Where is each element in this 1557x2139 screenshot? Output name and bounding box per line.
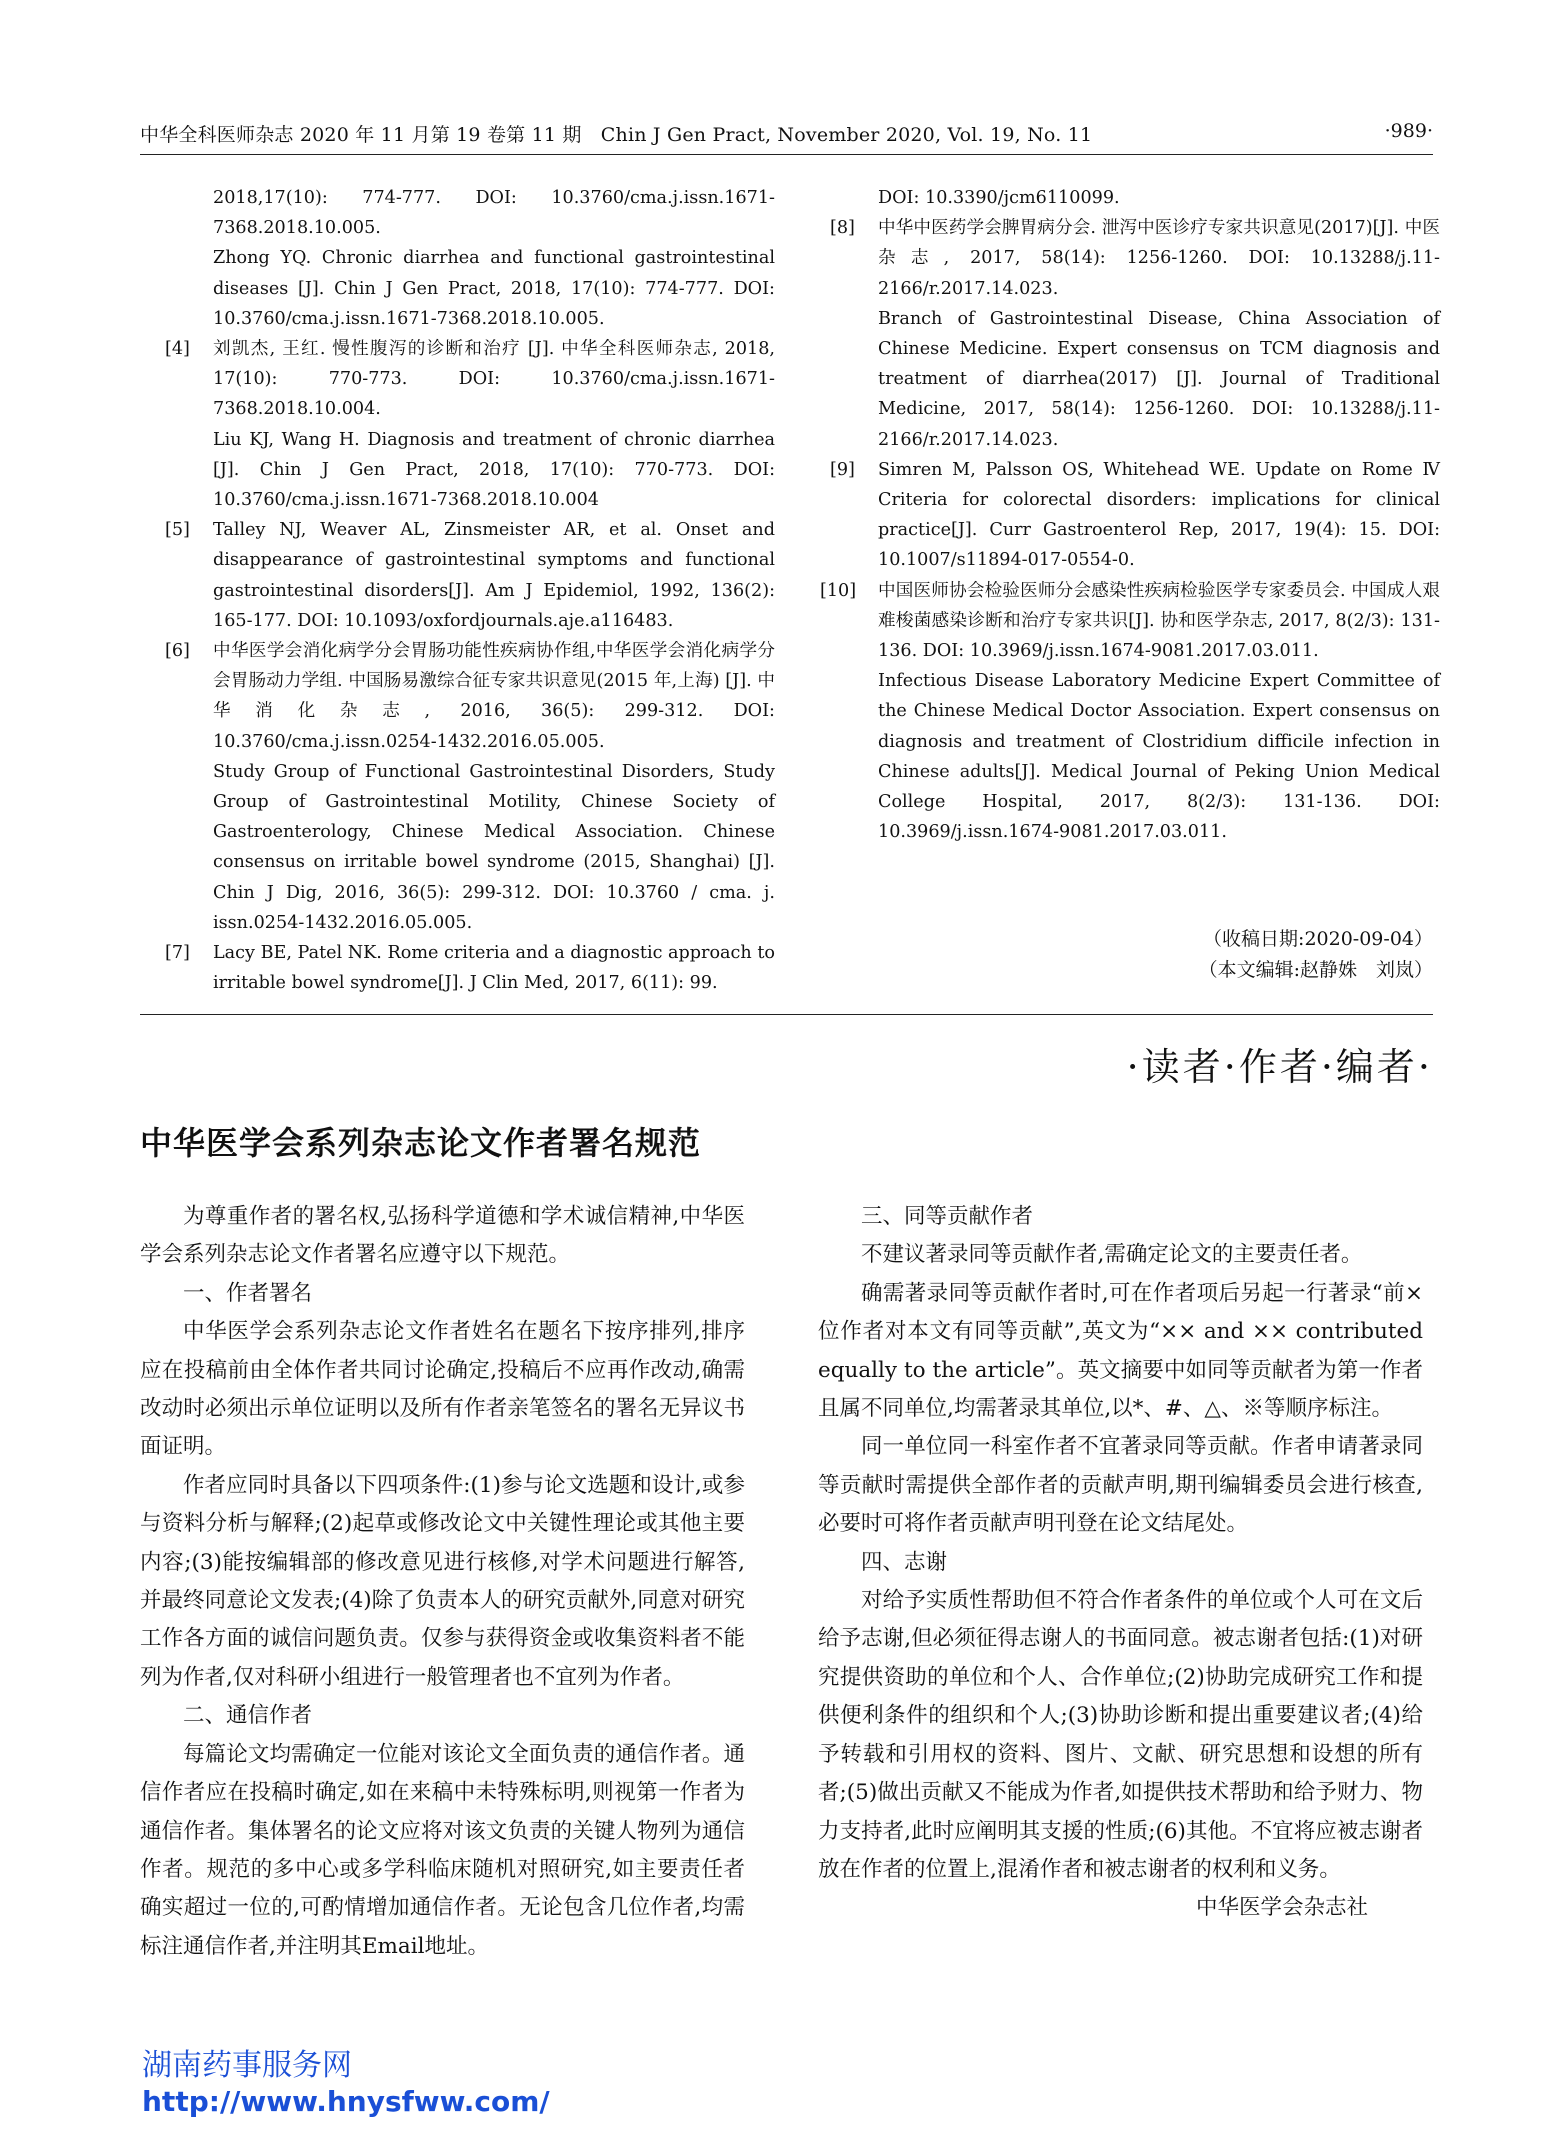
publisher-signature: 中华医学会杂志社 — [1195, 1895, 1368, 1921]
body-paragraph: 对给予实质性帮助但不符合作者条件的单位或个人可在文后给予志谢,但必须征得志谢人的书面同意。被志谢者包括:(1)对研究提供资助的单位和个人、合作单位;(2)协助完成研究工作和提供便利条件的组织和个人;(3)协助诊断和提出重要建议者;(4)给予转载和引用权的资料、图片、文献、研究思想和设想的所有者;(5)做出贡献又不能成为作者,如提供技术帮助和给予财力、物力支持者,此时应阐明其支援的性质;(6)其他。不宜将应被志谢者放在作者的位置上,混淆作者和被志谢者的权利和义务。 — [818, 1588, 1423, 1882]
page-number: ·989· — [1384, 120, 1433, 142]
article-title: 中华医学会系列杂志论文作者署名规范 — [140, 1124, 702, 1162]
watermark-url: http://www.hnysfww.com/ — [142, 2085, 550, 2118]
reference-entry — [830, 455, 1440, 576]
body-paragraph: 为尊重作者的署名权,弘扬科学道德和学术诚信精神,中华医学会系列杂志论文作者署名应遵守以下规范。 — [140, 1204, 745, 1268]
section-heading: 三、同等贡献作者 — [861, 1204, 1034, 1229]
reference-english: Study Group of Functional Gastrointestinal Disorders, Study Group of Gastrointestinal Motility, Chinese Society of Gastroenterology, Chinese Medical Association. Chinese consensus on irritable bowel syndrome (2015, Shanghai) [J]. Chin J Dig, 2016, 36(5): 299-312. DOI: 10.3760 / cma. j. issn.0254-1432.2016.05.005. — [213, 761, 775, 933]
watermark-site-name: 湖南药事服务网 — [142, 2048, 352, 2083]
article-editor: （本文编辑:赵静姝 刘岚） — [1198, 959, 1433, 981]
section-heading: 二、通信作者 — [183, 1703, 313, 1729]
reference-number: [9] — [830, 459, 855, 480]
reference-english: Infectious Disease Laboratory Medicine Expert Committee of the Chinese Medical Doctor Association. Expert consensus on diagnosis and treatment of Clostridium difficile infection in Chinese adults[J]. Medical Journal of Peking Union Medical College Hospital, 2017, 8(2/3): 131-136. DOI: 10.3969/j.issn.1674-9081.2017.03.011. — [878, 671, 1440, 843]
article-body-right — [818, 1198, 1423, 1928]
reference-entry — [165, 183, 775, 334]
reference-english: Lacy BE, Patel NK. Rome criteria and a diagnostic approach to irritable bowel syndrome[J]. J Clin Med, 2017, 6(11): 99. — [213, 943, 775, 994]
reference-entry — [820, 576, 1440, 848]
journal-citation: 中华全科医师杂志 2020 年 11 月第 19 卷第 11 期 Chin J Gen Pract, November 2020, Vol. 19, No. 11 — [140, 124, 1093, 146]
column-title: ·读者·作者·编者· — [1126, 1045, 1433, 1089]
reference-english: Talley NJ, Weaver AL, Zinsmeister AR, et al. Onset and disappearance of gastrointestinal symptoms and functional gastrointestinal disorders[J]. Am J Epidemiol, 1992, 136(2): 165-177. DOI: 10.1093/oxfordjournals.aje.a116483. — [213, 520, 775, 631]
body-paragraph: 不建议著录同等贡献作者,需确定论文的主要责任者。 — [861, 1242, 1363, 1268]
reference-number: [10] — [820, 580, 857, 601]
reference-english: Zhong YQ. Chronic diarrhea and functional gastrointestinal diseases [J]. Chin J Gen Pract, 2018, 17(10): 774-777. DOI: 10.3760/cma.j.issn.1671-7368.2018.10.005. — [213, 248, 775, 329]
references-right-column — [820, 183, 1440, 847]
reference-number: [8] — [830, 218, 855, 239]
received-info — [1199, 924, 1433, 986]
reference-number: [6] — [165, 641, 190, 662]
reference-entry — [165, 334, 775, 515]
references-left-column — [165, 183, 775, 998]
body-paragraph: 同一单位同一科室作者不宜著录同等贡献。作者申请著录同等贡献时需提供全部作者的贡献声明,期刊编辑委员会进行核查,必要时可将作者贡献声明刊登在论文结尾处。 — [818, 1434, 1423, 1537]
body-paragraph: 每篇论文均需确定一位能对该论文全面负责的通信作者。通信作者应在投稿时确定,如在来稿中未特殊标明,则视第一作者为通信作者。集体署名的论文应将对该文负责的关键人物列为通信作者。规范的多中心或多学科临床随机对照研究,如主要责任者确实超过一位的,可酌情增加通信作者。无论包含几位作者,均需标注通信作者,并注明其Email地址。 — [140, 1741, 745, 1959]
reference-entry — [165, 938, 775, 998]
article-body-left — [140, 1198, 745, 1966]
reference-chinese: 中国医师协会检验医师分会感染性疾病检验医学专家委员会. 中国成人艰难梭菌感染诊断和治疗专家共识[J]. 协和医学杂志, 2017, 8(2/3): 131-136. DOI: 10.3969/j.issn.1674-9081.2017.03.011. — [878, 580, 1440, 662]
section-heading: 一、作者署名 — [183, 1280, 313, 1306]
reference-entry — [165, 515, 775, 636]
running-header — [140, 118, 1433, 155]
reference-number: [4] — [165, 339, 190, 360]
reference-chinese: 刘凯杰, 王红. 慢性腹泻的诊断和治疗 [J]. 中华全科医师杂志, 2018, 17(10): 770-773. DOI: 10.3760/cma.j.issn.1671-7368.2018.10.004. — [213, 339, 775, 420]
reference-english: Simren M, Palsson OS, Whitehead WE. Update on Rome Ⅳ Criteria for colorectal disorders: implications for clinical practice[J]. Curr Gastroenterol Rep, 2017, 19(4): 15. DOI: 10.1007/s11894-017-0554-0. — [878, 459, 1440, 571]
body-paragraph: 作者应同时具备以下四项条件:(1)参与论文选题和设计,或参与资料分析与解释;(2)起草或修改论文中关键性理论或其他主要内容;(3)能按编辑部的修改意见进行核修,对学术问题进行解答,并最终同意论文发表;(4)除了负责本人的研究贡献外,同意对研究工作各方面的诚信问题负责。仅参与获得资金或收集资料者不能列为作者,仅对科研小组进行一般管理者也不宜列为作者。 — [140, 1472, 745, 1690]
reference-english: Branch of Gastrointestinal Disease, China Association of Chinese Medicine. Expert consensus on TCM diagnosis and treatment of diarrhea(2017) [J]. Journal of Traditional Medicine, 2017, 58(14): 1256-1260. DOI: 10.13288/j.11-2166/r.2017.14.023. — [878, 308, 1440, 450]
reference-entry — [830, 213, 1440, 455]
section-heading: 四、志谢 — [861, 1549, 948, 1575]
reference-english: Liu KJ, Wang H. Diagnosis and treatment of chronic diarrhea [J]. Chin J Gen Pract, 2018, 17(10): 770-773. DOI: 10.3760/cma.j.issn.1671-7368.2018.10.004 — [213, 429, 775, 511]
reference-chinese: 2018,17(10): 774-777. DOI: 10.3760/cma.j.issn.1671-7368.2018.10.005. — [213, 188, 775, 239]
received-date: （收稿日期:2020-09-04） — [1203, 928, 1433, 950]
reference-number: [7] — [165, 943, 190, 964]
reference-english: DOI: 10.3390/jcm6110099. — [878, 188, 1120, 208]
reference-chinese: 中华医学会消化病学分会胃肠功能性疾病协作组,中华医学会消化病学分会胃肠动力学组. 中国肠易激综合征专家共识意见(2015 年,上海) [J]. 中华消化杂志, 2016, 36(5): 299-312. DOI: 10.3760/cma.j.issn.0254-1432.2016.05.005. — [213, 641, 775, 752]
reference-number: [5] — [165, 520, 190, 541]
section-divider — [140, 1014, 1433, 1015]
watermark — [142, 2048, 550, 2120]
reference-entry — [165, 636, 775, 938]
body-paragraph: 中华医学会系列杂志论文作者姓名在题名下按序排列,排序应在投稿前由全体作者共同讨论确定,投稿后不应再作改动,确需改动时必须出示单位证明以及所有作者亲笔签名的署名无异议书面证明。 — [140, 1319, 745, 1460]
body-paragraph: 确需著录同等贡献作者时,可在作者项后另起一行著录“前×位作者对本文有同等贡献”,英文为“×× and ×× contributed equally to the article”。英文摘要中如同等贡献者为第一作者且属不同单位,均需著录其单位,以*、#、△、※等顺序标注。 — [818, 1280, 1423, 1422]
reference-chinese: 中华中医药学会脾胃病分会. 泄泻中医诊疗专家共识意见(2017)[J]. 中医杂志, 2017, 58(14): 1256-1260. DOI: 10.13288/j.11-2166/r.2017.14.023. — [878, 218, 1440, 299]
reference-entry — [830, 183, 1440, 213]
